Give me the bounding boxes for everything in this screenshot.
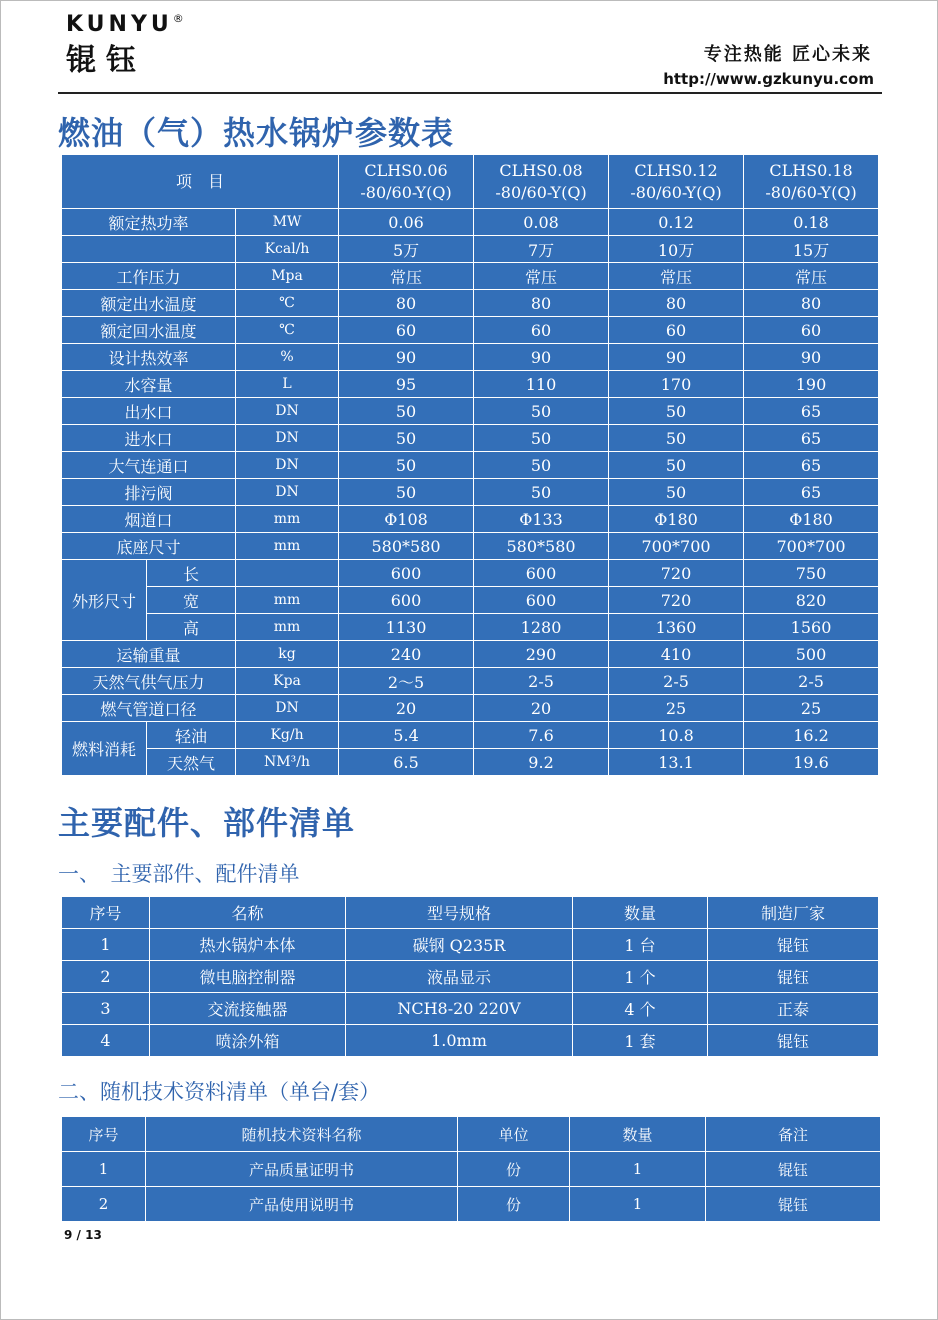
value-cell: Φ180 bbox=[744, 506, 879, 533]
table-cell: 1 套 bbox=[573, 1025, 708, 1057]
column-header: 名称 bbox=[150, 897, 346, 929]
parts-title: 主要配件、部件清单 bbox=[58, 804, 356, 842]
value-cell: 60 bbox=[474, 317, 609, 344]
param-label: 运输重量 bbox=[62, 641, 236, 668]
table-cell: 3 bbox=[62, 993, 150, 1025]
value-cell: 16.2 bbox=[744, 722, 879, 749]
value-cell: 0.06 bbox=[339, 209, 474, 236]
table-cell: 1 bbox=[62, 1152, 146, 1187]
table-cell: 1 个 bbox=[573, 961, 708, 993]
table-cell: 锟钰 bbox=[708, 929, 879, 961]
value-cell: 50 bbox=[474, 425, 609, 452]
column-header: 制造厂家 bbox=[708, 897, 879, 929]
value-cell: 0.08 bbox=[474, 209, 609, 236]
value-cell: 0.18 bbox=[744, 209, 879, 236]
fuel-group-label: 燃料消耗 bbox=[62, 722, 147, 776]
value-cell: 常压 bbox=[339, 263, 474, 290]
value-cell: 80 bbox=[744, 290, 879, 317]
value-cell: 50 bbox=[339, 452, 474, 479]
table-row bbox=[62, 749, 879, 776]
value-cell: 80 bbox=[609, 290, 744, 317]
param-label: 大气连通口 bbox=[62, 452, 236, 479]
value-cell: 50 bbox=[609, 479, 744, 506]
table-cell: 锟钰 bbox=[708, 961, 879, 993]
table-cell: 热水锅炉本体 bbox=[150, 929, 346, 961]
registered-mark: ® bbox=[172, 12, 184, 25]
table-row bbox=[62, 425, 879, 452]
logo-chinese: 锟钰 bbox=[66, 43, 146, 78]
value-cell: 2-5 bbox=[609, 668, 744, 695]
value-cell: 290 bbox=[474, 641, 609, 668]
unit-cell: ℃ bbox=[236, 317, 339, 344]
value-cell: 80 bbox=[339, 290, 474, 317]
item-header: 项 目 bbox=[62, 155, 339, 209]
column-header: 数量 bbox=[573, 897, 708, 929]
value-cell: 常压 bbox=[744, 263, 879, 290]
table-cell: 液晶显示 bbox=[346, 961, 573, 993]
unit-cell: Kcal/h bbox=[236, 236, 339, 263]
value-cell: 常压 bbox=[474, 263, 609, 290]
table-cell: 锟钰 bbox=[706, 1187, 881, 1222]
value-cell: 7.6 bbox=[474, 722, 609, 749]
value-cell: 820 bbox=[744, 587, 879, 614]
value-cell: 20 bbox=[339, 695, 474, 722]
param-label: 天然气 bbox=[147, 749, 236, 776]
unit-cell: mm bbox=[236, 587, 339, 614]
param-label: 高 bbox=[147, 614, 236, 641]
table-row bbox=[62, 993, 879, 1025]
value-cell: 50 bbox=[474, 479, 609, 506]
kunyu-logo bbox=[66, 12, 184, 79]
column-header: 序号 bbox=[62, 1117, 146, 1152]
model-suffix: -80/60-Y(Q) bbox=[765, 182, 857, 202]
table-cell: 1 bbox=[570, 1152, 706, 1187]
value-cell: 80 bbox=[474, 290, 609, 317]
table-row bbox=[62, 371, 879, 398]
param-label: 出水口 bbox=[62, 398, 236, 425]
value-cell: 15万 bbox=[744, 236, 879, 263]
website-url: http://www.gzkunyu.com bbox=[663, 70, 874, 88]
value-cell: 1280 bbox=[474, 614, 609, 641]
table-row bbox=[62, 479, 879, 506]
param-label: 水容量 bbox=[62, 371, 236, 398]
value-cell: 95 bbox=[339, 371, 474, 398]
table-row bbox=[62, 1025, 879, 1057]
value-cell: 190 bbox=[744, 371, 879, 398]
param-label: 燃气管道口径 bbox=[62, 695, 236, 722]
table-cell: NCH8-20 220V bbox=[346, 993, 573, 1025]
unit-cell: DN bbox=[236, 479, 339, 506]
table-cell: 锟钰 bbox=[708, 1025, 879, 1057]
unit-cell: DN bbox=[236, 452, 339, 479]
model-name: CLHS0.06 bbox=[364, 160, 448, 180]
unit-cell: mm bbox=[236, 614, 339, 641]
column-header: 序号 bbox=[62, 897, 150, 929]
table-cell: 1 bbox=[570, 1187, 706, 1222]
value-cell: 580*580 bbox=[339, 533, 474, 560]
model-name: CLHS0.18 bbox=[769, 160, 853, 180]
value-cell: 5.4 bbox=[339, 722, 474, 749]
value-cell: 110 bbox=[474, 371, 609, 398]
table-cell: 碳钢 Q235R bbox=[346, 929, 573, 961]
param-header-row bbox=[62, 155, 879, 209]
value-cell: 7万 bbox=[474, 236, 609, 263]
column-header: 随机技术资料名称 bbox=[146, 1117, 458, 1152]
table-cell: 1 台 bbox=[573, 929, 708, 961]
table-cell: 4 bbox=[62, 1025, 150, 1057]
param-label: 额定出水温度 bbox=[62, 290, 236, 317]
table-cell: 份 bbox=[458, 1187, 570, 1222]
value-cell: 19.6 bbox=[744, 749, 879, 776]
table-row bbox=[62, 560, 879, 587]
table-row bbox=[62, 506, 879, 533]
model-header bbox=[474, 155, 609, 209]
unit-cell: DN bbox=[236, 425, 339, 452]
value-cell: 600 bbox=[474, 587, 609, 614]
unit-cell: DN bbox=[236, 398, 339, 425]
value-cell: 2-5 bbox=[474, 668, 609, 695]
value-cell: 600 bbox=[339, 587, 474, 614]
value-cell: 240 bbox=[339, 641, 474, 668]
value-cell: 750 bbox=[744, 560, 879, 587]
value-cell: 700*700 bbox=[609, 533, 744, 560]
value-cell: 25 bbox=[609, 695, 744, 722]
value-cell: 65 bbox=[744, 479, 879, 506]
value-cell: 60 bbox=[609, 317, 744, 344]
table-row bbox=[62, 614, 879, 641]
table-row bbox=[62, 290, 879, 317]
table-row bbox=[62, 236, 879, 263]
value-cell: 170 bbox=[609, 371, 744, 398]
model-name: CLHS0.08 bbox=[499, 160, 583, 180]
value-cell: 90 bbox=[744, 344, 879, 371]
unit-cell: DN bbox=[236, 695, 339, 722]
model-header bbox=[609, 155, 744, 209]
table-cell: 喷涂外箱 bbox=[150, 1025, 346, 1057]
value-cell: 600 bbox=[339, 560, 474, 587]
value-cell: 2～5 bbox=[339, 668, 474, 695]
value-cell: 1360 bbox=[609, 614, 744, 641]
value-cell: 50 bbox=[609, 425, 744, 452]
docs-subtitle: 二、随机技术资料清单（单台/套） bbox=[58, 1080, 381, 1104]
page-number: 9 / 13 bbox=[64, 1228, 102, 1242]
table-row bbox=[62, 1187, 881, 1222]
tech-docs-table bbox=[61, 1116, 881, 1222]
table-row bbox=[62, 1152, 881, 1187]
value-cell: 90 bbox=[339, 344, 474, 371]
value-cell: 65 bbox=[744, 452, 879, 479]
column-header: 数量 bbox=[570, 1117, 706, 1152]
value-cell: 720 bbox=[609, 587, 744, 614]
dims-group-label: 外形尺寸 bbox=[62, 560, 147, 641]
value-cell: 500 bbox=[744, 641, 879, 668]
table-cell: 交流接触器 bbox=[150, 993, 346, 1025]
value-cell: 50 bbox=[339, 398, 474, 425]
column-header: 型号规格 bbox=[346, 897, 573, 929]
value-cell: 65 bbox=[744, 398, 879, 425]
table-cell: 锟钰 bbox=[706, 1152, 881, 1187]
value-cell: Φ133 bbox=[474, 506, 609, 533]
unit-cell: L bbox=[236, 371, 339, 398]
boiler-parameter-table bbox=[61, 154, 879, 776]
value-cell: 720 bbox=[609, 560, 744, 587]
unit-cell: Kg/h bbox=[236, 722, 339, 749]
value-cell: 50 bbox=[474, 398, 609, 425]
param-label: 烟道口 bbox=[62, 506, 236, 533]
unit-cell: ℃ bbox=[236, 290, 339, 317]
unit-cell: MW bbox=[236, 209, 339, 236]
value-cell: 25 bbox=[744, 695, 879, 722]
table-row bbox=[62, 452, 879, 479]
value-cell: 1130 bbox=[339, 614, 474, 641]
param-label: 轻油 bbox=[147, 722, 236, 749]
header-divider bbox=[58, 92, 882, 94]
model-header bbox=[339, 155, 474, 209]
value-cell: 50 bbox=[474, 452, 609, 479]
table-cell: 2 bbox=[62, 1187, 146, 1222]
unit-cell: % bbox=[236, 344, 339, 371]
value-cell: 50 bbox=[609, 452, 744, 479]
table-row bbox=[62, 668, 879, 695]
value-cell: 60 bbox=[339, 317, 474, 344]
table-cell: 产品质量证明书 bbox=[146, 1152, 458, 1187]
value-cell: Φ180 bbox=[609, 506, 744, 533]
parts-table bbox=[61, 896, 879, 1057]
param-label: 天然气供气压力 bbox=[62, 668, 236, 695]
column-header: 备注 bbox=[706, 1117, 881, 1152]
param-label: 长 bbox=[147, 560, 236, 587]
table-cell: 产品使用说明书 bbox=[146, 1187, 458, 1222]
unit-cell: mm bbox=[236, 533, 339, 560]
table-row bbox=[62, 587, 879, 614]
model-suffix: -80/60-Y(Q) bbox=[630, 182, 722, 202]
value-cell: 90 bbox=[474, 344, 609, 371]
param-label: 额定热功率 bbox=[62, 209, 236, 236]
table-cell: 4 个 bbox=[573, 993, 708, 1025]
table-row bbox=[62, 929, 879, 961]
param-label: 底座尺寸 bbox=[62, 533, 236, 560]
unit-cell: Mpa bbox=[236, 263, 339, 290]
value-cell: 9.2 bbox=[474, 749, 609, 776]
table-row bbox=[62, 1117, 881, 1152]
value-cell: 90 bbox=[609, 344, 744, 371]
param-label: 设计热效率 bbox=[62, 344, 236, 371]
value-cell: 60 bbox=[744, 317, 879, 344]
parts-subtitle: 一、 主要部件、配件清单 bbox=[58, 862, 300, 886]
param-label: 排污阀 bbox=[62, 479, 236, 506]
model-header bbox=[744, 155, 879, 209]
value-cell: 700*700 bbox=[744, 533, 879, 560]
param-label bbox=[62, 236, 236, 263]
unit-cell: NM³/h bbox=[236, 749, 339, 776]
value-cell: 410 bbox=[609, 641, 744, 668]
unit-cell bbox=[236, 560, 339, 587]
table-cell: 份 bbox=[458, 1152, 570, 1187]
table-row bbox=[62, 722, 879, 749]
column-header: 单位 bbox=[458, 1117, 570, 1152]
table-row bbox=[62, 533, 879, 560]
table-row bbox=[62, 209, 879, 236]
table-row bbox=[62, 317, 879, 344]
model-suffix: -80/60-Y(Q) bbox=[495, 182, 587, 202]
value-cell: 20 bbox=[474, 695, 609, 722]
value-cell: 50 bbox=[609, 398, 744, 425]
unit-cell: kg bbox=[236, 641, 339, 668]
value-cell: 常压 bbox=[609, 263, 744, 290]
value-cell: 0.12 bbox=[609, 209, 744, 236]
value-cell: Φ108 bbox=[339, 506, 474, 533]
table-row bbox=[62, 641, 879, 668]
param-label: 进水口 bbox=[62, 425, 236, 452]
table-row bbox=[62, 897, 879, 929]
table-row bbox=[62, 961, 879, 993]
value-cell: 600 bbox=[474, 560, 609, 587]
table-cell: 微电脑控制器 bbox=[150, 961, 346, 993]
param-label: 宽 bbox=[147, 587, 236, 614]
unit-cell: Kpa bbox=[236, 668, 339, 695]
value-cell: 10.8 bbox=[609, 722, 744, 749]
model-suffix: -80/60-Y(Q) bbox=[360, 182, 452, 202]
value-cell: 1560 bbox=[744, 614, 879, 641]
value-cell: 65 bbox=[744, 425, 879, 452]
unit-cell: mm bbox=[236, 506, 339, 533]
table-cell: 1.0mm bbox=[346, 1025, 573, 1057]
table-row bbox=[62, 695, 879, 722]
value-cell: 6.5 bbox=[339, 749, 474, 776]
table-row bbox=[62, 263, 879, 290]
value-cell: 50 bbox=[339, 425, 474, 452]
table-row bbox=[62, 398, 879, 425]
model-name: CLHS0.12 bbox=[634, 160, 718, 180]
value-cell: 580*580 bbox=[474, 533, 609, 560]
value-cell: 50 bbox=[339, 479, 474, 506]
value-cell: 10万 bbox=[609, 236, 744, 263]
table-cell: 1 bbox=[62, 929, 150, 961]
slogan: 专注热能 匠心未来 bbox=[703, 44, 872, 65]
value-cell: 5万 bbox=[339, 236, 474, 263]
value-cell: 13.1 bbox=[609, 749, 744, 776]
params-title: 燃油（气）热水锅炉参数表 bbox=[58, 114, 455, 152]
table-cell: 正泰 bbox=[708, 993, 879, 1025]
param-label: 额定回水温度 bbox=[62, 317, 236, 344]
logo-english: KUNYU bbox=[66, 12, 173, 37]
table-row bbox=[62, 344, 879, 371]
param-label: 工作压力 bbox=[62, 263, 236, 290]
table-cell: 2 bbox=[62, 961, 150, 993]
value-cell: 2-5 bbox=[744, 668, 879, 695]
